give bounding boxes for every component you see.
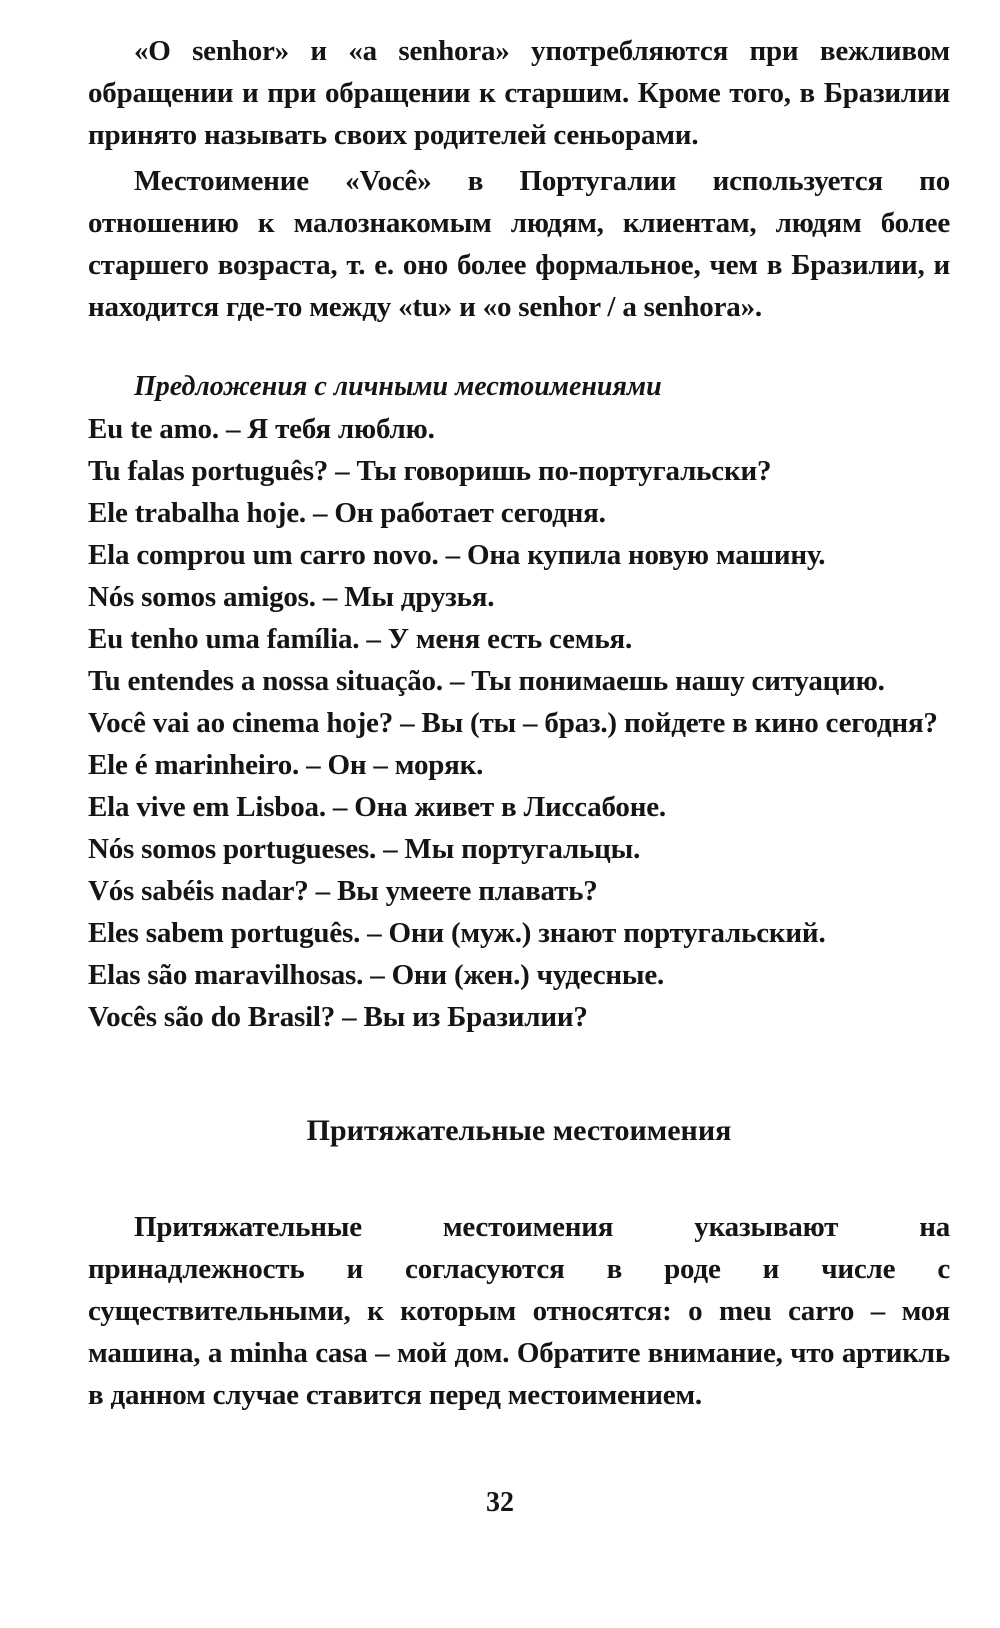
section-title-possessive: Притяжательные местоимения <box>306 1114 732 1147</box>
example-line: Tu entendes a nossa situação. – Ты понимаешь нашу ситуацию. <box>88 665 885 697</box>
examples-list <box>88 408 950 1038</box>
example-line: Ele é marinheiro. – Он – моряк. <box>88 749 484 781</box>
example-line: Ela vive em Lisboa. – Она живет в Лиссабоне. <box>88 791 666 823</box>
example-line: Tu falas português? – Ты говоришь по-португальски? <box>88 455 772 487</box>
example-line: Nós somos amigos. – Мы друзья. <box>88 581 495 613</box>
example-line: Nós somos portugueses. – Мы португальцы. <box>88 833 641 865</box>
example-line: Ela comprou um carro novo. – Она купила новую машину. <box>88 539 826 571</box>
example-line: Eu tenho uma família. – У меня есть семья. <box>88 623 632 655</box>
example-line: Vocês são do Brasil? – Вы из Бразилии? <box>88 1001 588 1033</box>
book-page <box>88 30 950 1590</box>
example-line: Eu te amo. – Я тебя люблю. <box>88 413 435 445</box>
example-line: Vós sabéis nadar? – Вы умеете плавать? <box>88 875 598 907</box>
example-line: Você vai ao cinema hoje? – Вы (ты – браз.) пойдете в кино сегодня? <box>88 707 938 739</box>
intro-paragraph-senhor: «O senhor» и «a senhora» употребляются при вежливом обращении и при обращении к старшим. Кроме того, в Бразилии принято называть своих родителей сеньорами. <box>88 35 950 151</box>
example-line: Elas são maravilhosas. – Они (жен.) чудесные. <box>88 959 665 991</box>
intro-paragraph-voce: Местоимение «Você» в Португалии используется по отношению к малознакомым людям, клиентам, людям более старшего возраста, т. е. оно более формальное, чем в Бразилии, и находится где-то между «tu» и «o senhor / a senhora». <box>88 165 950 323</box>
examples-heading: Предложения с личными местоимениями <box>134 371 662 402</box>
page-number: 32 <box>486 1487 514 1518</box>
example-line: Eles sabem português. – Они (муж.) знают португальский. <box>88 917 826 949</box>
example-line: Ele trabalha hoje. – Он работает сегодня. <box>88 497 606 529</box>
possessive-paragraph: Притяжательные местоимения указывают на принадлежность и согласуются в роде и числе с существительными, к которым относятся: o meu carro – моя машина, a minha casa – мой дом. Обратите внимание, что артикль в данном случае ставится перед местоимением. <box>88 1211 950 1411</box>
